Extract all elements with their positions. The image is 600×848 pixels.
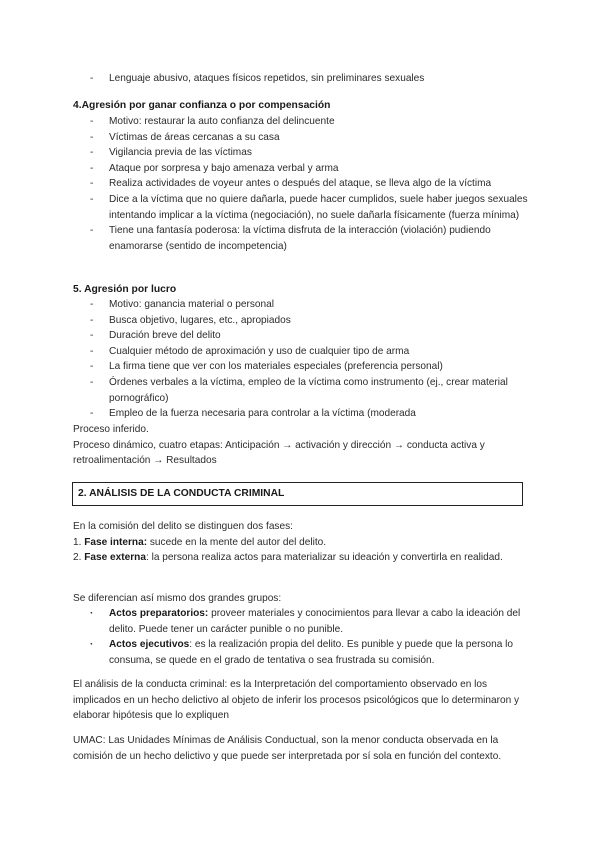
- group-1-label: Actos preparatorios:: [109, 608, 209, 619]
- phase-2: 2. Fase externa: la persona realiza actos para materializar su ideación y convertirla en realidad.: [73, 552, 503, 564]
- groups-list: [73, 606, 600, 668]
- list-item: - Duración breve del delito: [0, 328, 600, 344]
- analysis-paragraph: El análisis de la conducta criminal: es la Interpretación del comportamiento observado en los implicados en un hecho delictivo al objeto de inferir los procesos psicológicos que lo determinaron y elaborar hipótesis que lo expliquen: [73, 679, 520, 722]
- section-4-list: [0, 114, 600, 254]
- dash-bullet: -: [90, 408, 94, 420]
- section-4-title: 4.Agresión por ganar confianza o por compensación: [73, 100, 331, 111]
- process-paragraph: [73, 422, 535, 469]
- list-item: - Vigilancia previa de las víctimas: [0, 145, 600, 161]
- list-item: · Actos preparatorios: proveer materiales y conocimientos para llevar a cabo la ideación del delito. Puede tener un carácter punible o no punible.: [90, 608, 521, 635]
- dash-bullet: -: [90, 73, 94, 84]
- section-2-title: 2. ANÁLISIS DE LA CONDUCTA CRIMINAL: [78, 488, 285, 499]
- list-item: - Empleo de la fuerza necesaria para controlar a la víctima (moderada: [0, 406, 600, 422]
- list-item: - Motivo: ganancia material o personal: [0, 297, 600, 313]
- umac-paragraph: UMAC: Las Unidades Mínimas de Análisis Conductual, son la menor conducta observada en la comisión de un hecho delictivo y que puede ser interpretada por sí sola en función del contexto.: [73, 735, 502, 762]
- dash-bullet: -: [90, 314, 94, 326]
- group-2-label: Actos ejecutivos: [109, 639, 190, 651]
- dash-bullet: -: [90, 178, 94, 190]
- list-item: - Dice a la víctima que no quiere dañarla, puede hacer cumplidos, suele haber juegos sexuales intentando implicar a la víctima (negociación), no suele dañarla físicamente (fuerza mínima): [90, 193, 528, 221]
- bullet-dot: ·: [90, 608, 94, 619]
- dash-bullet: -: [90, 116, 94, 127]
- list-item: - Motivo: restaurar la auto confianza del delincuente: [0, 114, 600, 130]
- process-line-1: Proceso inferido.: [73, 424, 149, 435]
- list-item: - Cualquier método de aproximación y uso de cualquier tipo de arma: [0, 344, 600, 360]
- phases-paragraph: [73, 519, 535, 566]
- dash-bullet: -: [90, 162, 94, 174]
- list-top: [0, 71, 600, 87]
- section-2-title-box: [72, 482, 523, 506]
- list-item: - Realiza actividades de voyeur antes o después del ataque, se lleva algo de la víctima: [0, 176, 600, 192]
- section-5-list: [0, 297, 600, 422]
- dash-bullet: -: [90, 299, 94, 310]
- list-item: - Lenguaje abusivo, ataques físicos repetidos, sin preliminares sexuales: [0, 71, 600, 87]
- dash-bullet: -: [90, 131, 94, 143]
- groups-section: [73, 591, 600, 607]
- list-item: - Ataque por sorpresa y bajo amenaza verbal y arma: [0, 161, 600, 177]
- phases-intro: En la comisión del delito se distinguen dos fases:: [73, 521, 293, 532]
- dash-bullet: -: [90, 225, 94, 237]
- dash-bullet: -: [90, 193, 94, 205]
- list-item: · Actos ejecutivos: es la realización propia del delito. Es punible y puede que la persona lo consuma, se quede en el grado de tentativa o sea frustrada su comisión.: [90, 639, 513, 666]
- phase-1-label: Fase interna:: [84, 536, 148, 548]
- dash-bullet: -: [90, 147, 94, 159]
- list-item: - Tiene una fantasía poderosa: la víctima disfruta de la interacción (violación) pudiendo enamorarse (sentido de incompetencia): [90, 225, 491, 252]
- phase-2-label: Fase externa: [84, 552, 146, 564]
- section-5-title: 5. Agresión por lucro: [73, 284, 177, 295]
- groups-intro: Se diferencian así mismo dos grandes grupos:: [73, 593, 282, 604]
- bullet-dot: ·: [90, 639, 94, 651]
- dash-bullet: -: [90, 376, 94, 388]
- dash-bullet: -: [90, 330, 94, 342]
- dash-bullet: -: [90, 361, 94, 373]
- dash-bullet: -: [90, 345, 94, 357]
- list-item: - La firma tiene que ver con los materiales especiales (preferencia personal): [0, 359, 600, 375]
- process-line-2: Proceso dinámico, cuatro etapas: Anticipación → activación y dirección → conducta activa y retroalimentación → Resultados: [73, 439, 485, 467]
- list-item: - Órdenes verbales a la víctima, empleo de la víctima como instrumento (ej., crear material pornográfico): [90, 376, 508, 404]
- list-item: - Víctimas de áreas cercanas a su casa: [0, 130, 600, 146]
- list-item: - Busca objetivo, lugares, etc., apropiados: [0, 313, 600, 329]
- phase-1: 1. Fase interna: sucede en la mente del autor del delito.: [73, 536, 327, 548]
